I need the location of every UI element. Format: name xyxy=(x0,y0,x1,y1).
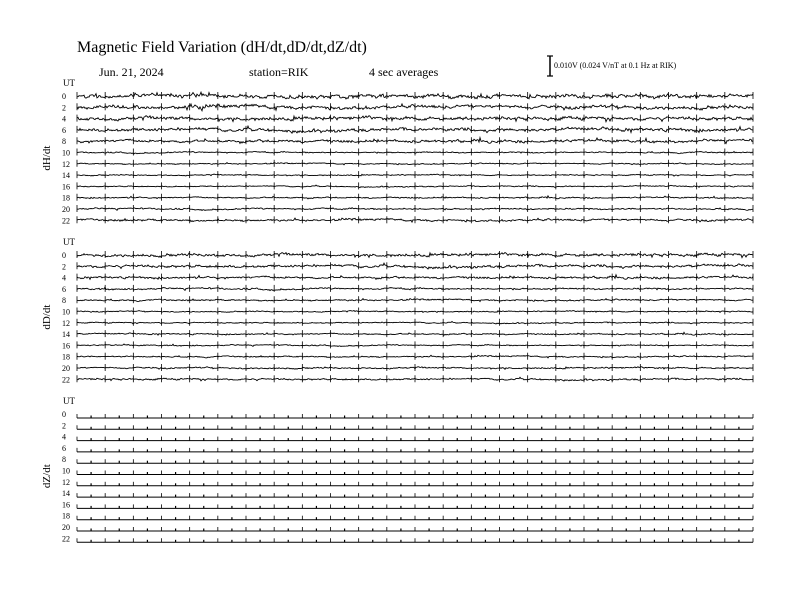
ut-label: UT xyxy=(63,396,75,406)
hour-tick-label: 10 xyxy=(62,148,70,158)
component-axis-label: dH/dt xyxy=(41,145,53,171)
hour-tick-label: 6 xyxy=(62,284,66,294)
hour-tick-label: 0 xyxy=(62,92,66,101)
hour-tick-label: 20 xyxy=(62,205,70,214)
hour-tick-label: 16 xyxy=(62,182,70,192)
hour-tick-label: 2 xyxy=(62,421,66,431)
hour-tick-label: 12 xyxy=(62,318,70,328)
scale-label: 0.010V (0.024 V/nT at 0.1 Hz at RIK) xyxy=(554,61,677,70)
hour-tick-label: 0 xyxy=(62,251,66,260)
hour-tick-label: 22 xyxy=(62,216,70,226)
hour-tick-label: 10 xyxy=(62,466,70,476)
hour-tick-label: 14 xyxy=(62,489,70,499)
hour-tick-label: 14 xyxy=(62,171,70,181)
hour-tick-label: 20 xyxy=(62,523,70,532)
hour-tick-label: 16 xyxy=(62,500,70,510)
date-label: Jun. 21, 2024 xyxy=(99,65,164,79)
component-axis-label: dZ/dt xyxy=(41,464,53,489)
ut-label: UT xyxy=(63,78,75,88)
hour-tick-label: 22 xyxy=(62,375,70,385)
averaging-label: 4 sec averages xyxy=(369,65,439,79)
hour-tick-label: 2 xyxy=(62,103,66,113)
hour-tick-label: 0 xyxy=(62,410,66,419)
hour-tick-label: 2 xyxy=(62,262,66,272)
hour-tick-label: 14 xyxy=(62,330,70,340)
hour-tick-label: 18 xyxy=(62,511,70,521)
hour-tick-label: 8 xyxy=(62,137,66,147)
station-label: station=RIK xyxy=(249,65,309,79)
hour-tick-label: 12 xyxy=(62,477,70,487)
hour-tick-label: 16 xyxy=(62,341,70,351)
hour-tick-label: 6 xyxy=(62,443,66,453)
hour-tick-label: 22 xyxy=(62,534,70,544)
hour-tick-label: 18 xyxy=(62,193,70,203)
hour-tick-label: 8 xyxy=(62,455,66,465)
hour-tick-label: 4 xyxy=(62,114,66,124)
hour-tick-label: 6 xyxy=(62,125,66,135)
hour-tick-label: 18 xyxy=(62,352,70,362)
chart-title: Magnetic Field Variation (dH/dt,dD/dt,dZ/dt) xyxy=(77,39,367,56)
ut-label: UT xyxy=(63,237,75,247)
hour-tick-label: 8 xyxy=(62,296,66,306)
hour-tick-label: 10 xyxy=(62,307,70,317)
hour-tick-label: 20 xyxy=(62,364,70,373)
hour-tick-label: 12 xyxy=(62,159,70,169)
hour-tick-label: 4 xyxy=(62,273,66,283)
component-axis-label: dD/dt xyxy=(41,304,53,330)
hour-tick-label: 4 xyxy=(62,432,66,442)
